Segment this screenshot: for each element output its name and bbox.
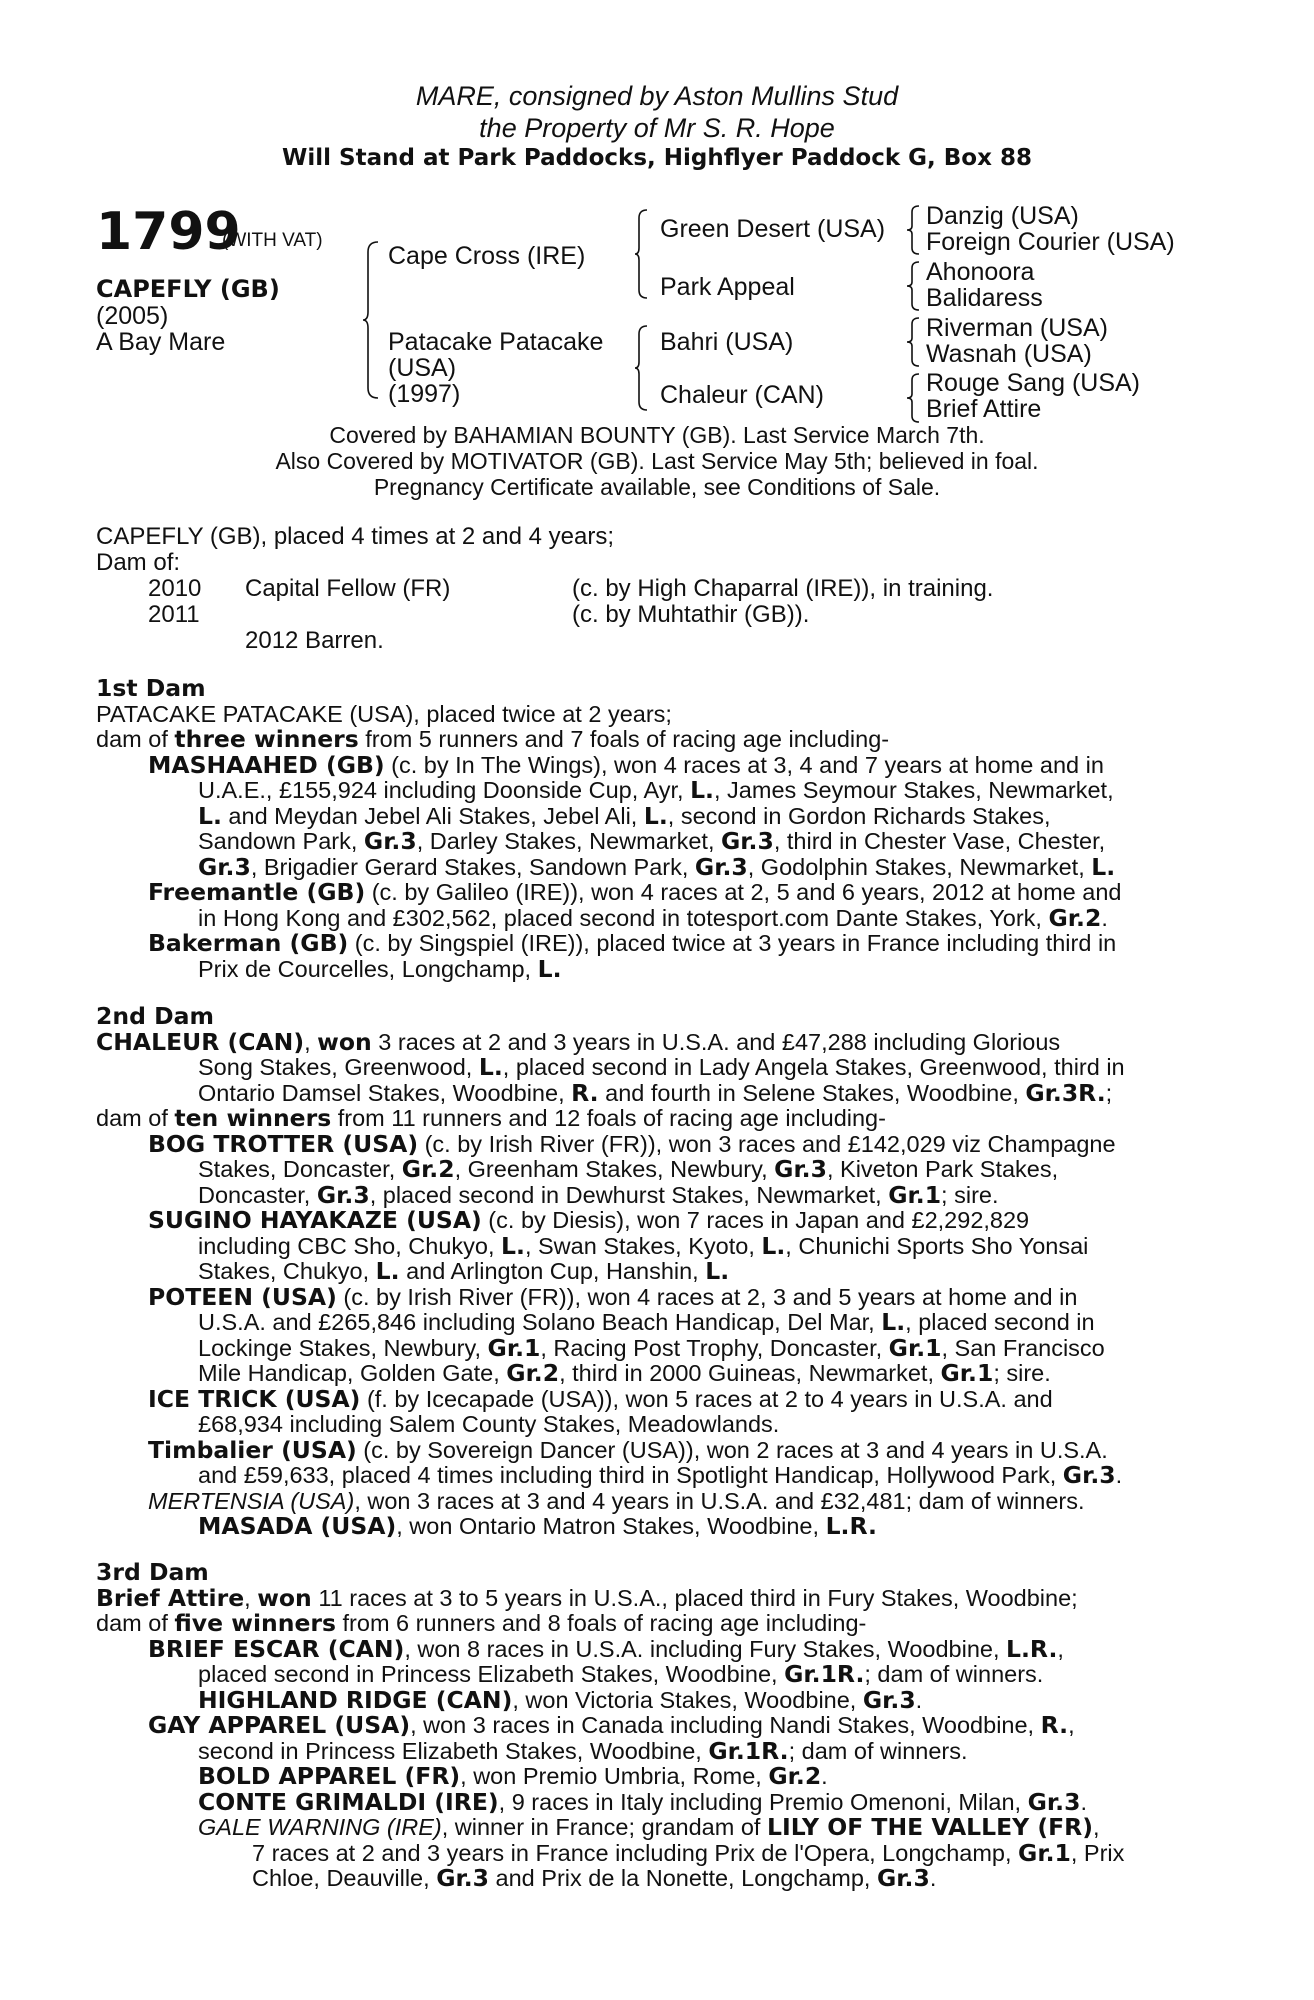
text-line: MASHAAHED (GB) (c. by In The Wings), won 4 races at 3, 4 and 7 years at home and in — [148, 750, 1104, 779]
bold-text: Gr.2 — [506, 1359, 560, 1387]
bold-text: L. — [501, 1231, 525, 1260]
bold-text: LILY OF THE VALLEY (FR) — [766, 1813, 1093, 1841]
text-line: dam of three winners from 5 runners and 7 foals of racing age including- — [96, 725, 890, 753]
bold-text: L. — [375, 1257, 400, 1285]
first-dam-lines — [96, 702, 1256, 983]
foaling-year: (2005) — [96, 302, 169, 330]
text-line: BOG TROTTER (USA) (c. by Irish River (FR)), won 3 races and £142,029 viz Champagne — [148, 1129, 1116, 1158]
text-line: Brief Attire, won 11 races at 3 to 5 years in U.S.A., placed third in Fury Stakes, Woodbine; — [96, 1583, 1078, 1612]
patacake-brace — [634, 324, 650, 412]
second-dam-lines — [96, 1027, 1256, 1540]
text-line: Freemantle (GB) (c. by Galileo (IRE)), won 4 races at 2, 5 and 6 years, 2012 at home and — [148, 878, 1122, 906]
bold-text: Gr.1 — [888, 1180, 942, 1209]
text-line: second in Princess Elizabeth Stakes, Woodbine, Gr.1R.; dam of winners. — [198, 1736, 968, 1765]
produce-year-2011: 2011 — [148, 601, 200, 628]
second-dam-heading: 2nd Dam — [96, 1002, 214, 1030]
bold-text: Gr.3R. — [1025, 1078, 1106, 1107]
bold-text: Freemantle (GB) — [148, 878, 366, 906]
race-record: CAPEFLY (GB), placed 4 times at 2 and 4 years; — [96, 523, 615, 550]
produce-detail-2011: (c. by Muhtathir (GB)). — [572, 601, 810, 628]
chaleur-brace — [906, 372, 922, 424]
bold-text: Gr.3 — [1062, 1461, 1116, 1489]
text-line: in Hong Kong and £302,562, placed second in totesport.com Dante Stakes, York, Gr.2. — [198, 903, 1108, 932]
bold-text: L. — [690, 776, 714, 804]
bold-text: Timbalier (USA) — [148, 1435, 357, 1464]
bold-text: Bakerman (GB) — [148, 929, 349, 957]
covered-line-2: Also Covered by MOTIVATOR (GB). Last Service May 5th; believed in foal. — [275, 448, 1039, 474]
text-line: Ontario Damsel Stakes, Woodbine, R. and fourth in Selene Stakes, Woodbine, Gr.3R.; — [198, 1078, 1113, 1107]
text-line: Sandown Park, Gr.3, Darley Stakes, Newmarket, Gr.3, third in Chester Vase, Chester, — [198, 827, 1106, 855]
bold-text: Gr.3 — [1027, 1787, 1081, 1816]
text-line: U.S.A. and £265,846 including Solano Beach Handicap, Del Mar, L., placed second in — [198, 1308, 1095, 1336]
great-grandparent-2: Foreign Courier (USA) — [926, 228, 1175, 256]
bold-text: Gr.3 — [774, 1155, 827, 1183]
text-line: BRIEF ESCAR (CAN), won 8 races in U.S.A. including Fury Stakes, Woodbine, L.R., — [148, 1634, 1064, 1663]
text-line: Chloe, Deauville, Gr.3 and Prix de la Nonette, Longchamp, Gr.3. — [252, 1864, 937, 1892]
bold-text: five winners — [174, 1609, 336, 1637]
text-line: L. and Meydan Jebel Ali Stakes, Jebel Ali, L., second in Gordon Richards Stakes, — [198, 801, 1051, 830]
bold-text: BOG TROTTER (USA) — [148, 1129, 419, 1158]
text-line: 7 races at 2 and 3 years in France including Prix de l'Opera, Longchamp, Gr.1, Prix — [252, 1838, 1125, 1867]
text-line: including CBC Sho, Chukyo, L., Swan Stakes, Kyoto, L., Chunichi Sports Sho Yonsai — [198, 1231, 1089, 1260]
bold-text: L. — [1091, 852, 1116, 881]
lot-number: 1799 — [96, 202, 241, 262]
bold-text: Brief Attire — [96, 1583, 245, 1612]
bold-text: MASHAAHED (GB) — [148, 750, 385, 779]
sire-dam-brace — [362, 240, 382, 400]
great-grandparent-4: Balidaress — [926, 284, 1043, 312]
text-line: Doncaster, Gr.3, placed second in Dewhurst Stakes, Newmarket, Gr.1; sire. — [198, 1180, 999, 1209]
text-line: dam of ten winners from 11 runners and 12 foals of racing age including- — [96, 1104, 886, 1132]
text-line: Stakes, Doncaster, Gr.2, Greenham Stakes, Newbury, Gr.3, Kiveton Park Stakes, — [198, 1155, 1059, 1183]
great-grandparent-1: Danzig (USA) — [926, 202, 1079, 230]
dam-name-line1: Patacake Patacake — [388, 328, 604, 356]
granddam-paternal: Park Appeal — [660, 273, 795, 301]
bold-text: Gr.2 — [401, 1155, 455, 1183]
text-line: GALE WARNING (IRE), winner in France; grandam of LILY OF THE VALLEY (FR), — [198, 1813, 1100, 1841]
bold-text: Gr.1R. — [784, 1660, 865, 1688]
text-line: ICE TRICK (USA) (f. by Icecapade (USA)), won 5 races at 2 to 4 years in U.S.A. and — [148, 1384, 1053, 1413]
dam-name-line3: (1997) — [388, 380, 461, 408]
bold-text: SUGINO HAYAKAZE (USA) — [148, 1206, 482, 1234]
location-line: Will Stand at Park Paddocks, Highflyer Paddock G, Box 88 — [282, 145, 1032, 171]
produce-detail-2010: (c. by High Chaparral (IRE)), in training. — [572, 575, 994, 602]
italic-text: GALE WARNING (IRE) — [198, 1814, 442, 1840]
bold-text: L. — [705, 1257, 730, 1285]
horse-name: CAPEFLY (GB) — [96, 275, 280, 303]
bold-text: L.R. — [1006, 1634, 1058, 1663]
text-line: Bakerman (GB) (c. by Singspiel (IRE)), placed twice at 3 years in France including third in — [148, 929, 1117, 957]
bold-text: Gr.3 — [198, 852, 251, 881]
text-line: MASADA (USA), won Ontario Matron Stakes, Woodbine, L.R. — [198, 1512, 877, 1540]
produce-year-2010: 2010 — [148, 575, 202, 602]
text-line: Timbalier (USA) (c. by Sovereign Dancer (USA)), won 2 races at 3 and 4 years in U.S.A. — [148, 1435, 1108, 1464]
bold-text: R. — [1040, 1711, 1069, 1739]
text-line: POTEEN (USA) (c. by Irish River (FR)), won 4 races at 2, 3 and 5 years at home and in — [148, 1282, 1078, 1311]
dam-name-line2: (USA) — [388, 354, 457, 382]
text-line: Mile Handicap, Golden Gate, Gr.2, third in 2000 Guineas, Newmarket, Gr.1; sire. — [198, 1359, 1051, 1387]
text-line: HIGHLAND RIDGE (CAN), won Victoria Stakes, Woodbine, Gr.3. — [198, 1685, 923, 1714]
granddam-maternal: Chaleur (CAN) — [660, 381, 824, 409]
bold-text: Gr.3 — [436, 1864, 489, 1892]
first-dam-heading: 1st Dam — [96, 674, 206, 702]
dam-of-label: Dam of: — [96, 549, 181, 576]
bold-text: L. — [881, 1308, 906, 1336]
bold-text: won — [257, 1583, 312, 1612]
bahri-brace — [906, 316, 922, 368]
text-line: BOLD APPAREL (FR), won Premio Umbria, Rome, Gr.2. — [198, 1762, 828, 1790]
consignor-line: MARE, consigned by Aston Mullins Stud — [415, 81, 899, 111]
text-line: Prix de Courcelles, Longchamp, L. — [198, 954, 562, 983]
text-line: Stakes, Chukyo, L. and Arlington Cup, Hanshin, L. — [198, 1257, 730, 1285]
bold-text: Gr.1R. — [708, 1736, 789, 1765]
great-grandparent-5: Riverman (USA) — [926, 314, 1108, 342]
green-desert-brace — [906, 204, 922, 256]
bold-text: CHALEUR (CAN) — [96, 1027, 305, 1056]
covered-line-1: Covered by BAHAMIAN BOUNTY (GB). Last Service March 7th. — [329, 422, 985, 448]
bold-text: HIGHLAND RIDGE (CAN) — [198, 1685, 513, 1714]
bold-text: Gr.2 — [1048, 903, 1102, 932]
bold-text: Gr.3 — [862, 1685, 916, 1714]
text-line: Song Stakes, Greenwood, L., placed second in Lady Angela Stakes, Greenwood, third in — [198, 1053, 1125, 1081]
property-line: the Property of Mr S. R. Hope — [479, 113, 835, 143]
bold-text: MASADA (USA) — [198, 1512, 397, 1540]
bold-text: Gr.3 — [721, 827, 774, 855]
bold-text: Gr.3 — [363, 827, 417, 855]
bold-text: won — [317, 1027, 372, 1056]
bold-text: Gr.1 — [940, 1359, 994, 1387]
bold-text: Gr.1 — [1018, 1838, 1071, 1867]
third-dam-heading: 3rd Dam — [96, 1558, 209, 1586]
text-line: placed second in Princess Elizabeth Stakes, Woodbine, Gr.1R.; dam of winners. — [198, 1660, 1044, 1688]
great-grandparent-7: Rouge Sang (USA) — [926, 369, 1141, 397]
great-grandparent-3: Ahonoora — [926, 258, 1035, 286]
text-line: GAY APPAREL (USA), won 3 races in Canada including Nandi Stakes, Woodbine, R., — [148, 1711, 1075, 1739]
bold-text: L. — [478, 1053, 503, 1081]
bold-text: ICE TRICK (USA) — [148, 1384, 361, 1413]
bold-text: POTEEN (USA) — [148, 1282, 337, 1311]
bold-text: Gr.3 — [877, 1864, 930, 1892]
text-line: SUGINO HAYAKAZE (USA) (c. by Diesis), won 7 races in Japan and £2,292,829 — [148, 1206, 1030, 1234]
bold-text: Gr.1 — [487, 1333, 541, 1362]
cape-cross-brace — [634, 208, 650, 300]
text-line: CONTE GRIMALDI (IRE), 9 races in Italy including Premio Omenoni, Milan, Gr.3. — [198, 1787, 1087, 1816]
bold-text: L. — [537, 954, 562, 983]
bold-text: ten winners — [174, 1104, 332, 1132]
bold-text: BOLD APPAREL (FR) — [198, 1762, 461, 1790]
bold-text: L. — [643, 801, 668, 830]
text-line: £68,934 including Salem County Stakes, Meadowlands. — [198, 1411, 780, 1437]
produce-year-2012: 2012 Barren. — [245, 627, 384, 654]
bold-text: GAY APPAREL (USA) — [148, 1711, 411, 1739]
text-line: CHALEUR (CAN), won 3 races at 2 and 3 years in U.S.A. and £47,288 including Glorious — [96, 1027, 1061, 1056]
first-dam-section — [96, 676, 1256, 982]
bold-text: Gr.2 — [768, 1762, 822, 1790]
great-grandparent-8: Brief Attire — [926, 395, 1042, 423]
bold-text: R. — [571, 1078, 599, 1107]
text-line: Gr.3, Brigadier Gerard Stakes, Sandown Park, Gr.3, Godolphin Stakes, Newmarket, L. — [198, 852, 1116, 881]
bold-text: L.R. — [825, 1512, 877, 1540]
text-line: U.A.E., £155,924 including Doonside Cup, Ayr, L., James Seymour Stakes, Newmarket, — [198, 776, 1114, 804]
sire-name: Cape Cross (IRE) — [388, 242, 586, 270]
bold-text: BRIEF ESCAR (CAN) — [148, 1634, 405, 1663]
bold-text: L. — [198, 801, 222, 830]
text-line: Lockinge Stakes, Newbury, Gr.1, Racing Post Trophy, Doncaster, Gr.1, San Francisco — [198, 1333, 1105, 1362]
text-line: PATACAKE PATACAKE (USA), placed twice at 2 years; — [96, 700, 672, 727]
third-dam-section — [96, 1560, 1256, 1892]
text-line: dam of five winners from 6 runners and 8 foals of racing age including- — [96, 1609, 867, 1637]
bold-text: Gr.1 — [888, 1333, 942, 1362]
horse-description: A Bay Mare — [96, 328, 226, 356]
bold-text: three winners — [174, 725, 359, 753]
vat-note: (WITH VAT) — [222, 230, 323, 251]
text-line: MERTENSIA (USA), won 3 races at 3 and 4 years in U.S.A. and £32,481; dam of winners. — [148, 1487, 1085, 1514]
bold-text: L. — [761, 1231, 786, 1260]
bold-text: Gr.3 — [694, 852, 748, 881]
pregnancy-note: Pregnancy Certificate available, see Conditions of Sale. — [373, 474, 941, 500]
italic-text: MERTENSIA (USA) — [148, 1487, 355, 1514]
third-dam-lines — [96, 1583, 1256, 1892]
grandsire-maternal: Bahri (USA) — [660, 328, 794, 356]
bold-text: Gr.3 — [316, 1180, 370, 1209]
park-appeal-brace — [906, 260, 922, 312]
produce-name-2010: Capital Fellow (FR) — [245, 575, 451, 602]
grandsire-paternal: Green Desert (USA) — [660, 215, 886, 243]
second-dam-section — [96, 1004, 1256, 1540]
great-grandparent-6: Wasnah (USA) — [926, 340, 1092, 368]
text-line: and £59,633, placed 4 times including third in Spotlight Handicap, Hollywood Park, Gr.3. — [198, 1461, 1123, 1489]
bold-text: CONTE GRIMALDI (IRE) — [198, 1787, 499, 1816]
